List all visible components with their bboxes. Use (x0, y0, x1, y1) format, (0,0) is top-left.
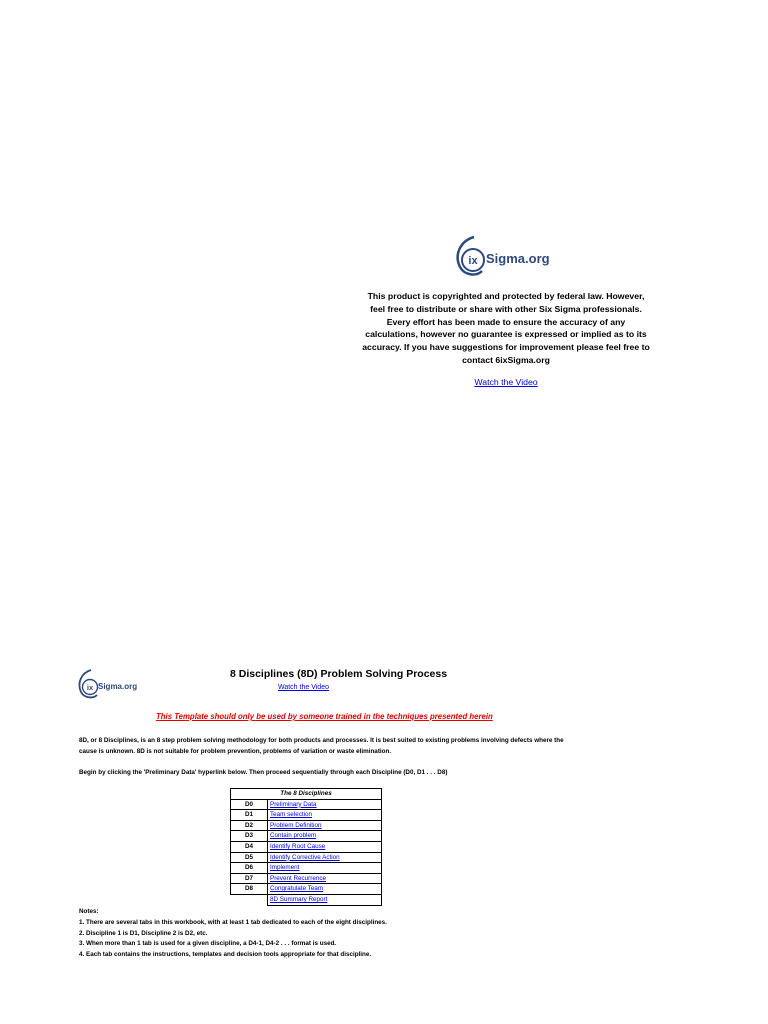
note-item: 4. Each tab contains the instructions, templates and decision tools appropriate for that discipline. (79, 951, 372, 959)
table-row (231, 894, 382, 905)
six-sigma-logo (452, 233, 567, 279)
watch-video-link[interactable]: Watch the Video (278, 684, 329, 691)
table-row (231, 863, 382, 874)
svg-text:ix: ix (86, 683, 94, 692)
svg-text:ix: ix (468, 255, 478, 267)
table-row (231, 852, 382, 863)
note-item: 3. When more than 1 tab is used for a given discipline, a D4-1, D4-2 . . . format is used. (79, 940, 337, 948)
page-title: 8 Disciplines (8D) Problem Solving Process (230, 668, 448, 680)
discipline-link-d7[interactable]: Prevent Recurrence (270, 874, 326, 882)
discipline-code: D6 (231, 863, 268, 874)
discipline-link-d3[interactable]: Contain problem (270, 832, 317, 840)
table-row (231, 810, 382, 821)
table-row (231, 884, 382, 895)
table-row (231, 841, 382, 852)
disciplines-table (230, 788, 382, 906)
table-row (231, 831, 382, 842)
discipline-link-d1[interactable]: Team selection (270, 811, 312, 819)
watch-video-link-top[interactable]: Watch the Video (474, 377, 538, 387)
note-item: 2. Discipline 1 is D1, Discipline 2 is D2, etc. (79, 929, 208, 937)
note-item: 1. There are several tabs in this workbook, with at least 1 tab dedicated to each of the eight disciplines. (79, 918, 387, 926)
table-row (231, 820, 382, 831)
notes-section (79, 907, 387, 961)
begin-instruction: Begin by clicking the 'Preliminary Data' hyperlink below. Then proceed sequentially through each Discipline (D0, D1 . . . D8) (79, 769, 448, 776)
discipline-code: D2 (231, 820, 268, 831)
discipline-link-d0[interactable]: Preliminary Data (270, 800, 317, 808)
summary-report-link[interactable]: 8D Summary Report (270, 895, 328, 903)
discipline-link-d4[interactable]: Identify Root Cause (270, 842, 326, 850)
six-sigma-logo-small (76, 668, 156, 700)
logo-text: Sigma.org (486, 251, 550, 266)
copyright-notice: This product is copyrighted and protected by federal law. However, feel free to distribute or share with other Six Sigma professionals. Every effort has been made to ensure the accuracy of any calculations, however no guarantee is expressed or implied as to its accuracy. If you have suggestions for improvement please feel free to contact 6ixSigma.org (362, 291, 650, 365)
training-warning: This Template should only be used by someone trained in the techniques presented herein (156, 712, 493, 721)
table-row (231, 873, 382, 884)
notes-heading: Notes: (79, 908, 99, 915)
discipline-link-d8[interactable]: Congratulate Team (270, 885, 324, 893)
discipline-link-d6[interactable]: Implement (270, 864, 300, 872)
intro-text: 8D, or 8 Disciplines, is an 8 step problem solving methodology for both products and processes. It is best suited to existing problems involving defects where the cause is unknown. 8D is not suitable for problem prevention, problems of variation or waste elimination. (79, 737, 564, 755)
table-caption: The 8 Disciplines (231, 789, 382, 800)
discipline-code: D0 (231, 799, 268, 810)
discipline-code: D1 (231, 810, 268, 821)
logo-text-small: Sigma.org (98, 682, 138, 691)
discipline-code: D5 (231, 852, 268, 863)
discipline-link-d5[interactable]: Identify Corrective Action (270, 853, 340, 861)
discipline-code: D3 (231, 831, 268, 842)
table-row (231, 799, 382, 810)
discipline-code: D4 (231, 841, 268, 852)
discipline-link-d2[interactable]: Problem Definition (270, 821, 322, 829)
discipline-code: D8 (231, 884, 268, 895)
discipline-code: D7 (231, 873, 268, 884)
